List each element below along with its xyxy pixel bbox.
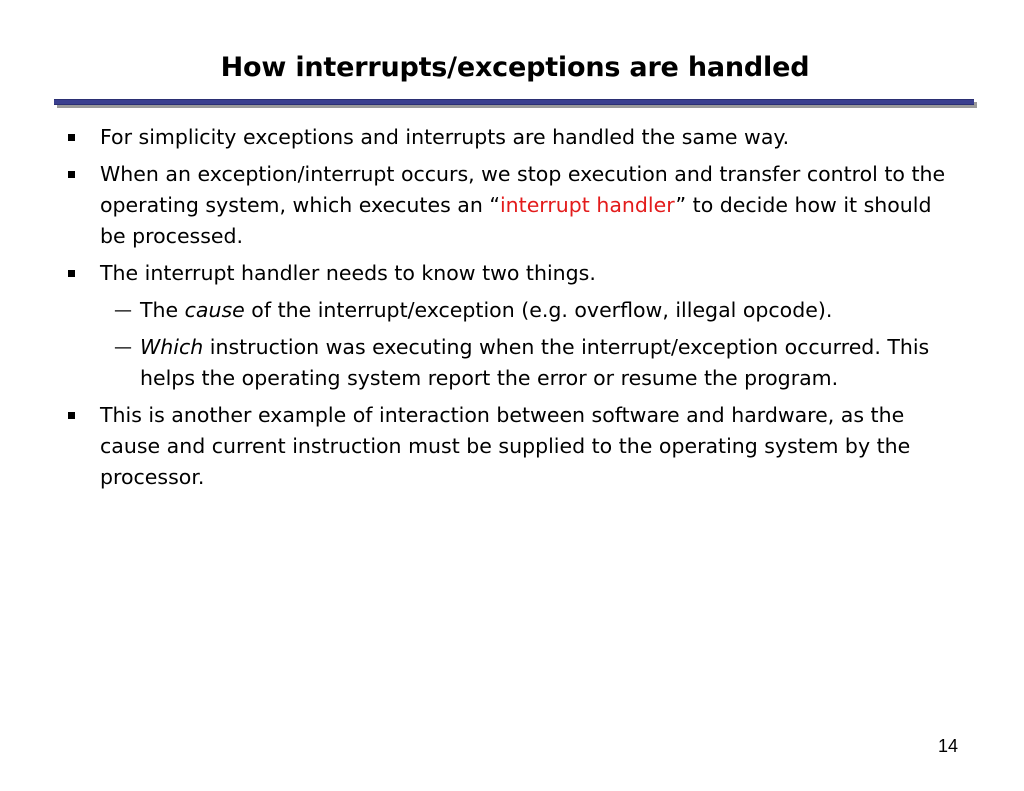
title-divider [54, 99, 974, 105]
bullet-text: ” to decide how it should be processed. [100, 193, 932, 248]
bullet-text: This is another example of interaction between software and hardware, as the cause and current instruction must be supplied to the operating system by the processor. [100, 403, 911, 489]
bullet-text: instruction was executing when the interrupt/exception occurred. This helps the operating system report the error or resume the program. [140, 335, 930, 390]
square-bullet-icon [68, 171, 75, 178]
bullet-text: The interrupt handler needs to know two things. [100, 261, 596, 285]
bullet-text: For simplicity exceptions and interrupts are handled the same way. [100, 125, 790, 149]
bullet-text: The [140, 298, 185, 322]
sub-bullet-item [0, 295, 960, 326]
sub-bullet-item [0, 332, 960, 394]
square-bullet-icon [68, 134, 75, 141]
square-bullet-icon [68, 412, 75, 419]
page-number: 14 [938, 736, 959, 756]
bullet-item [0, 159, 960, 252]
bullet-list [0, 122, 1024, 499]
dash-bullet-icon: — [114, 300, 132, 321]
bullet-item [0, 258, 960, 289]
bullet-item [0, 400, 960, 493]
emphasized-term: Which [140, 335, 204, 359]
bullet-text: of the interrupt/exception (e.g. overflow, illegal opcode). [244, 298, 833, 322]
dash-bullet-icon: — [114, 337, 132, 358]
emphasized-term: cause [184, 298, 245, 322]
square-bullet-icon [68, 270, 75, 277]
slide-title: How interrupts/exceptions are handled [220, 52, 810, 83]
bullet-item [0, 122, 960, 153]
highlighted-term: interrupt handler [499, 193, 676, 217]
bullet-text: When an exception/interrupt occurs, we stop execution and transfer control to the operating system, which executes an “ [100, 162, 946, 217]
